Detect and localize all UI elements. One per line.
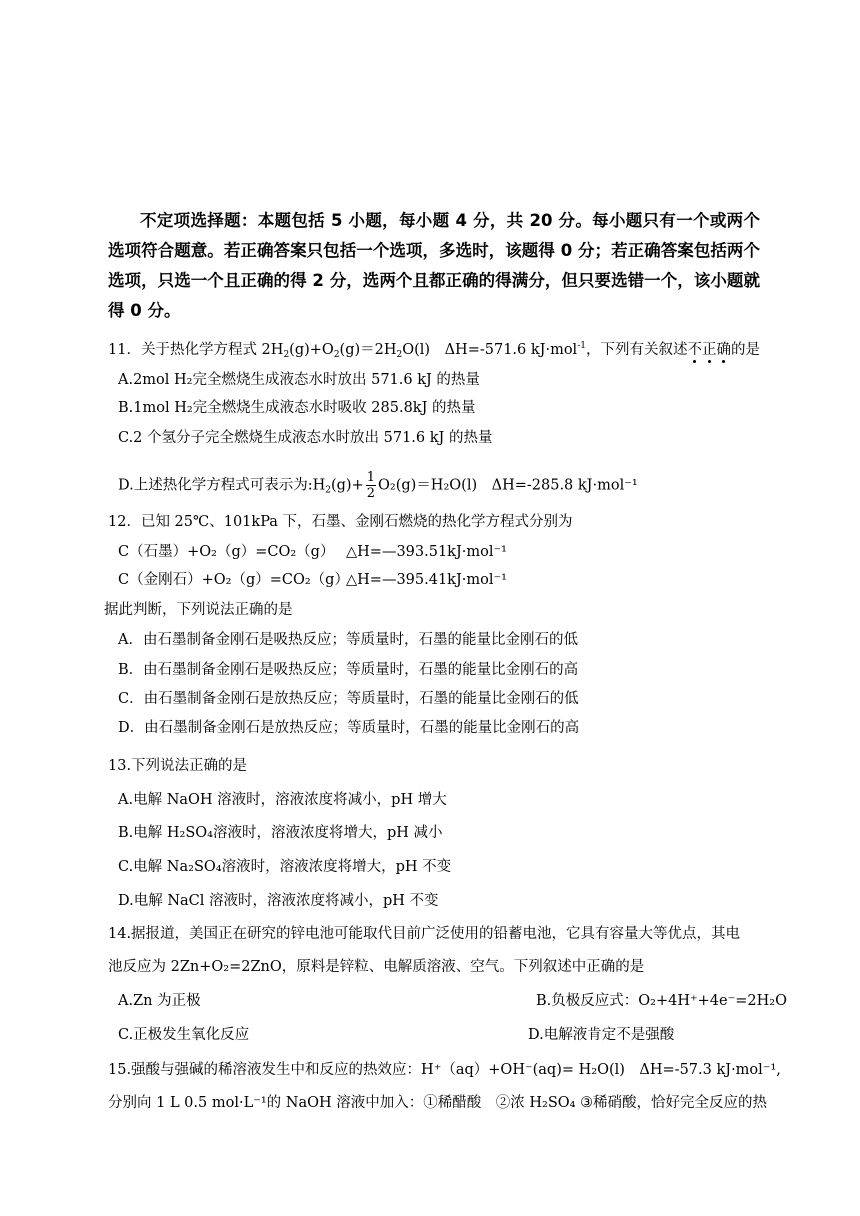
q11-stem-text-4: O(l) ΔH=-571.6 kJ·mol	[402, 342, 578, 358]
q14-options-row-2	[118, 1025, 758, 1045]
q11-stem-text-5: ，下列有关叙述	[585, 342, 688, 358]
q14-option-b: B.负极反应式：O₂+4H⁺+4e⁻=2H₂O	[536, 993, 787, 1009]
q12-eq1-text: C（石墨）+O₂（g）=CO₂（g）	[118, 544, 335, 560]
fraction-denominator: 2	[366, 486, 376, 501]
q11-stem-text-3: (g)＝2H	[339, 342, 397, 358]
q11-stem-text: 11．关于热化学方程式 2H	[108, 342, 284, 358]
q13-option-b: B.电解 H₂SO₄溶液时，溶液浓度将增大，pH 减小	[118, 825, 443, 841]
q12-option-d: D．由石墨制备金刚石是放热反应；等质量时，石墨的能量比金刚石的高	[118, 720, 580, 736]
q12-stem: 12．已知 25℃、101kPa 下，石墨、金刚石燃烧的热化学方程式分别为	[108, 514, 573, 530]
q12-option-a: A．由石墨制备金刚石是吸热反应；等质量时，石墨的能量比金刚石的低	[118, 632, 578, 648]
q12-judge: 据此判断，下列说法正确的是	[104, 602, 293, 618]
q11-d-text-2: (g)+	[330, 477, 364, 494]
q11-option-a: A.2mol H₂完全燃烧生成液态水时放出 571.6 kJ 的热量	[118, 372, 480, 388]
q12-option-b: B．由石墨制备金刚石是吸热反应；等质量时，石墨的能量比金刚石的高	[118, 662, 579, 678]
q13-option-c: C.电解 Na₂SO₄溶液时，溶液浓度将增大，pH 不变	[118, 859, 452, 875]
q11-emphasis: 不正确	[687, 342, 731, 358]
q11-stem-text-2: (g)+O	[289, 342, 334, 358]
q15-stem-line-2: 分别向 1 L 0.5 mol·L⁻¹的 NaOH 溶液中加入：①稀醋酸 ②浓 H₂SO₄ ③稀硝酸，恰好完全反应的热	[108, 1095, 768, 1111]
fraction-one-half	[366, 470, 376, 501]
q12-eq1-dh: △H=—393.51kJ·mol⁻¹	[346, 544, 507, 560]
q11-option-d: D.上述热化学方程式可表示为$:H_2(g)+$ $\frac{1}{2}$ O₂(g)＝H₂O(l) ΔH=-285.8 kJ·mol⁻¹	[118, 470, 638, 501]
fraction-numerator: 1	[366, 470, 376, 485]
q12-equation-2	[118, 570, 507, 590]
q11-stem-end: 的是	[730, 342, 760, 358]
q12-eq2-dh: △H=—395.41kJ·mol⁻¹	[346, 572, 507, 588]
q13-option-a: A.电解 NaOH 溶液时，溶液浓度将减小，pH 增大	[118, 792, 447, 808]
q14-option-c: C.正极发生氧化反应	[118, 1027, 250, 1043]
section-instructions: 不定项选择题：本题包括 5 小题，每小题 4 分，共 20 分。每小题只有一个或两个选项符合题意。若正确答案只包括一个选项，多选时，该题得 0 分；若正确答案包括两个选项，只选一个且正确的得 2 分，选两个且都正确的得满分，但只要选错一个，该小题就得 0 分。	[108, 211, 760, 320]
q13-option-d: D.电解 NaCl 溶液时，溶液浓度将减小，pH 不变	[118, 893, 439, 909]
q14-option-d: D.电解液肯定不是强酸	[528, 1027, 675, 1043]
q12-eq2-text: C（金刚石）+O₂（g）=CO₂（g）	[118, 572, 349, 588]
q13-stem: 13.下列说法正确的是	[108, 758, 248, 774]
q14-stem-line-1: 14.据报道，美国正在研究的锌电池可能取代目前广泛使用的铅蓄电池，它具有容量大等优点，其电	[108, 926, 741, 942]
q15-stem-line-1: 15.强酸与强碱的稀溶液发生中和反应的热效应：H⁺（aq）+OH⁻(aq)= H₂O(l) ΔH=-57.3 kJ·mol⁻¹,	[108, 1062, 781, 1078]
q12-equation-1	[118, 542, 507, 562]
q11-option-c: C.2 个氢分子完全燃烧生成液态水时放出 571.6 kJ 的热量	[118, 430, 493, 446]
q14-options-row-1	[118, 991, 787, 1011]
q11-stem: 11．关于热化学方程式 $2H_2(g)+O_2(g)=2H_2O(l)$ ΔH=-571.6 kJ·mol$^{-1}$，下列有关叙述不正确的是	[108, 341, 760, 360]
q11-option-b: B.1mol H₂完全燃烧生成液态水时吸收 285.8kJ 的热量	[118, 400, 476, 416]
q14-option-a: A.Zn 为正极	[118, 993, 201, 1009]
q12-option-c: C．由石墨制备金刚石是放热反应；等质量时，石墨的能量比金刚石的低	[118, 691, 579, 707]
q11-d-text: D.上述热化学方程式可表示为:H	[118, 477, 326, 494]
q14-stem-line-2: 池反应为 2Zn+O₂=2ZnO，原料是锌粒、电解质溶液、空气。下列叙述中正确的是	[108, 959, 645, 975]
q11-d-text-3: O₂(g)＝H₂O(l) ΔH=-285.8 kJ·mol⁻¹	[378, 477, 638, 494]
